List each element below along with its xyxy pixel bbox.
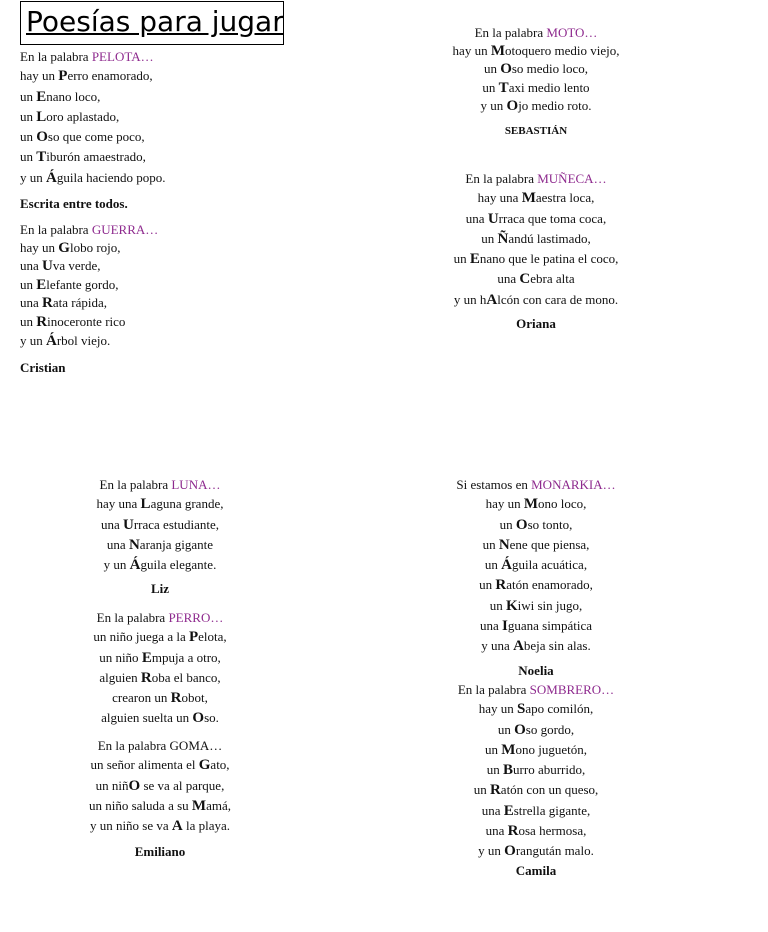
line-text: un señor alimenta el — [90, 757, 199, 773]
line-text: y un — [478, 843, 505, 859]
poem-author: Noelia — [518, 662, 554, 678]
keyword: PERRO… — [168, 610, 224, 625]
acrostic-letter: R — [495, 577, 507, 594]
intro-text: En la palabra — [465, 171, 534, 186]
poem-line — [20, 127, 260, 147]
acrostic-letter: O — [514, 721, 526, 738]
keyword: MONARKIA… — [531, 477, 616, 492]
acrostic-letter: N — [498, 536, 510, 553]
line-text: nano loco, — [46, 88, 101, 104]
keyword: SOMBRERO… — [529, 682, 615, 697]
line-text: una — [485, 823, 508, 839]
poem-line — [50, 816, 270, 836]
line-text: osa hermosa, — [518, 823, 587, 839]
line-text: hay una — [477, 190, 522, 206]
poem-intro — [426, 475, 646, 494]
line-text: apo comilón, — [525, 701, 594, 717]
acrostic-letter: U — [42, 258, 53, 275]
line-text: beja sin alas. — [523, 638, 591, 654]
line-text: rbol viejo. — [56, 332, 111, 348]
poem-line — [426, 535, 646, 555]
line-text: un — [497, 721, 515, 737]
line-text: una — [481, 802, 504, 818]
line-text: un — [473, 782, 490, 798]
poem-guerra — [20, 221, 260, 378]
poem-luna — [50, 475, 270, 599]
line-text: un niñ — [95, 777, 129, 793]
poem-author: Camila — [515, 862, 557, 878]
page-title: Poesías para jugar — [20, 1, 284, 45]
poem-line — [426, 209, 646, 229]
line-text: y un niño se va — [89, 818, 172, 834]
line-text: ono loco, — [538, 496, 587, 512]
poem-pelota — [20, 47, 260, 213]
poem-intro — [20, 47, 260, 66]
line-text: erro enamorado, — [67, 68, 153, 84]
line-text: alguien — [99, 669, 141, 685]
acrostic-letter: L — [140, 496, 151, 513]
poem-intro — [426, 169, 646, 188]
poem-intro — [426, 24, 646, 42]
acrostic-letter: U — [123, 516, 134, 533]
poem-line — [426, 616, 646, 636]
poem-line — [426, 841, 646, 861]
poem-author: Escrita entre todos. — [20, 196, 128, 212]
acrostic-letter: A — [486, 291, 498, 308]
line-text: un — [482, 79, 499, 95]
acrostic-letter: E — [36, 88, 47, 105]
line-text: atón enamorado, — [506, 577, 593, 593]
acrostic-letter: N — [128, 536, 140, 553]
poem-line — [426, 269, 646, 289]
poem-line — [50, 796, 270, 816]
line-text: oba el banco, — [151, 669, 221, 685]
acrostic-letter: R — [42, 295, 53, 312]
line-text: axi medio lento — [508, 79, 590, 95]
intro-text: En la palabra GOMA… — [97, 738, 223, 753]
line-text: un — [453, 251, 470, 267]
line-text: la playa. — [182, 818, 231, 834]
line-text: y un h — [453, 291, 487, 307]
poem-line — [426, 60, 646, 79]
acrostic-letter: R — [489, 782, 501, 799]
acrostic-letter: O — [192, 710, 205, 727]
line-text: va verde, — [52, 258, 101, 274]
line-text: un — [482, 536, 499, 552]
line-text: hay un — [478, 701, 518, 717]
poem-line — [50, 776, 270, 796]
poem-line — [50, 555, 270, 575]
line-text: una — [480, 618, 503, 634]
line-text: una — [497, 271, 520, 287]
poem-line — [20, 276, 260, 295]
intro-text: En la palabra — [20, 222, 89, 237]
acrostic-letter: Á — [129, 557, 141, 574]
line-text: una — [100, 516, 123, 532]
line-text: un — [489, 597, 506, 613]
poem-line — [50, 755, 270, 775]
acrostic-letter: T — [36, 149, 47, 166]
intro-text: Si estamos en — [456, 477, 528, 492]
poem-author: SEBASTIÁN — [504, 124, 568, 137]
line-text: un niño — [99, 649, 142, 665]
poem-line — [426, 636, 646, 656]
poem-author: Emiliano — [134, 844, 186, 860]
acrostic-letter: P — [188, 629, 199, 646]
line-text: andú lastimado, — [508, 230, 591, 246]
line-text: hay una — [96, 496, 141, 512]
poem-goma — [50, 736, 270, 861]
acrostic-letter: M — [521, 190, 536, 207]
line-text: lobo rojo, — [69, 239, 121, 255]
line-text: ata rápida, — [52, 295, 108, 311]
poem-line — [426, 801, 646, 821]
line-text: una — [106, 536, 129, 552]
line-text: un niño juega a la — [93, 629, 189, 645]
line-text: nano que le patina el coco, — [479, 251, 619, 267]
line-text: lefante gordo, — [46, 276, 119, 292]
line-text: un — [485, 741, 502, 757]
acrostic-letter: E — [36, 276, 47, 293]
acrostic-letter: M — [490, 42, 505, 59]
acrostic-letter: R — [140, 669, 152, 686]
keyword: PELOTA… — [91, 49, 154, 64]
acrostic-letter: A — [513, 638, 524, 655]
poem-line — [20, 313, 260, 332]
poem-line — [50, 668, 270, 688]
acrostic-letter: T — [498, 79, 509, 96]
line-text: una — [20, 258, 43, 274]
acrostic-letter: R — [36, 313, 48, 330]
line-text: so. — [204, 710, 219, 726]
acrostic-letter: O — [500, 61, 512, 78]
acrostic-letter: Á — [46, 169, 57, 186]
poem-line — [50, 648, 270, 668]
line-text: so gordo, — [525, 721, 575, 737]
line-text: urro aburrido, — [513, 762, 586, 778]
line-text: ene que piensa, — [509, 536, 590, 552]
line-text: hay un — [485, 496, 524, 512]
line-text: un niño saluda a su — [89, 797, 192, 813]
line-text: lcón con cara de mono. — [497, 291, 619, 307]
poem-line — [20, 332, 260, 351]
line-text: aestra loca, — [535, 190, 595, 206]
line-text: un — [20, 108, 37, 124]
acrostic-letter: A — [171, 818, 183, 835]
line-text: un — [484, 557, 502, 573]
poem-muneca — [426, 169, 646, 334]
acrostic-letter: P — [58, 68, 68, 85]
poem-line — [20, 87, 260, 107]
acrostic-letter: O — [36, 129, 48, 146]
line-text: elota, — [198, 629, 227, 645]
acrostic-letter: O — [515, 516, 528, 533]
poem-line — [20, 168, 260, 188]
poem-author: Oriana — [516, 316, 556, 332]
poem-line — [20, 257, 260, 276]
line-text: so medio loco, — [511, 61, 589, 77]
poem-sombrero — [426, 680, 646, 880]
acrostic-letter: E — [503, 802, 514, 819]
poem-line — [426, 79, 646, 98]
line-text: inoceronte rico — [47, 313, 126, 329]
line-text: guila haciendo popo. — [56, 169, 166, 185]
line-text: rraca que toma coca, — [498, 210, 607, 226]
line-text: se va al parque, — [140, 777, 225, 793]
line-text: y un — [20, 169, 46, 185]
poem-line — [50, 688, 270, 708]
line-text: strella gigante, — [513, 802, 591, 818]
line-text: un — [20, 149, 37, 165]
acrostic-letter: Á — [501, 557, 512, 574]
poem-line — [426, 740, 646, 760]
acrostic-letter: G — [58, 239, 70, 256]
acrostic-letter: O — [128, 777, 141, 794]
line-text: guila acuática, — [512, 557, 588, 573]
acrostic-letter: O — [506, 98, 519, 115]
poem-line — [50, 708, 270, 728]
poem-line — [426, 555, 646, 575]
line-text: obot, — [181, 690, 208, 706]
poem-line — [426, 821, 646, 841]
intro-text: En la palabra — [99, 477, 169, 492]
keyword: MUÑECA… — [537, 171, 607, 186]
acrostic-letter: Á — [46, 332, 57, 349]
line-text: un — [20, 88, 37, 104]
keyword: MOTO… — [546, 25, 598, 40]
line-text: un — [483, 61, 501, 77]
poem-line — [50, 535, 270, 555]
acrostic-letter: B — [503, 762, 514, 779]
poem-author: Cristian — [20, 360, 66, 376]
acrostic-letter: R — [507, 823, 519, 840]
poem-author: Liz — [150, 581, 170, 597]
line-text: aranja gigante — [139, 536, 214, 552]
acrostic-letter: U — [487, 210, 499, 227]
line-text: jo medio roto. — [518, 98, 592, 114]
poem-intro — [50, 608, 270, 627]
line-text: so tonto, — [527, 516, 573, 532]
poem-monarkia — [426, 475, 646, 681]
poem-line — [426, 596, 646, 616]
line-text: una — [20, 295, 43, 311]
line-text: amá, — [206, 797, 231, 813]
acrostic-letter: M — [191, 797, 207, 814]
poem-line — [426, 494, 646, 514]
poem-intro — [50, 736, 270, 755]
line-text: so que come poco, — [47, 129, 145, 145]
line-text: un — [20, 129, 37, 145]
poem-line — [426, 760, 646, 780]
acrostic-letter: O — [504, 843, 516, 860]
line-text: hay un — [20, 239, 59, 255]
line-text: una — [465, 210, 488, 226]
acrostic-letter: L — [36, 108, 47, 125]
line-text: iburón amaestrado, — [46, 149, 146, 165]
intro-text: En la palabra — [96, 610, 166, 625]
line-text: rraca estudiante, — [133, 516, 220, 532]
poem-line — [20, 147, 260, 167]
line-text: un — [499, 516, 516, 532]
poem-line — [50, 627, 270, 647]
poem-line — [50, 494, 270, 514]
acrostic-letter: S — [517, 701, 526, 718]
poem-intro — [50, 475, 270, 494]
line-text: rangután malo. — [515, 843, 594, 859]
acrostic-letter: I — [502, 618, 508, 635]
line-text: y un — [480, 98, 507, 114]
line-text: oro aplastado, — [46, 108, 120, 124]
line-text: guana simpática — [507, 618, 592, 634]
keyword: GUERRA… — [91, 222, 159, 237]
acrostic-letter: K — [505, 597, 518, 614]
intro-text: En la palabra — [457, 682, 527, 697]
poem-line — [20, 294, 260, 313]
line-text: y un — [103, 557, 130, 573]
line-text: un — [481, 230, 498, 246]
acrostic-letter: M — [501, 741, 516, 758]
poem-line — [426, 249, 646, 269]
line-text: un — [20, 313, 37, 329]
poem-perro — [50, 608, 270, 729]
acrostic-letter: E — [141, 649, 152, 666]
line-text: un — [479, 577, 496, 593]
poem-intro — [426, 680, 646, 699]
intro-text: En la palabra — [474, 25, 544, 40]
poem-line — [426, 188, 646, 208]
line-text: ebra alta — [530, 271, 575, 287]
line-text: ato, — [210, 757, 230, 773]
acrostic-letter: R — [170, 690, 182, 707]
line-text: otoquero medio viejo, — [505, 42, 620, 58]
line-text: y una — [481, 638, 514, 654]
line-text: aguna grande, — [150, 496, 224, 512]
poem-line — [426, 575, 646, 595]
line-text: alguien suelta un — [101, 710, 193, 726]
poem-line — [426, 699, 646, 719]
poem-line — [20, 107, 260, 127]
poem-line — [426, 97, 646, 116]
poem-line — [426, 229, 646, 249]
poem-moto — [426, 24, 646, 140]
intro-text: En la palabra — [20, 49, 89, 64]
acrostic-letter: G — [198, 757, 211, 774]
line-text: atón con un queso, — [500, 782, 599, 798]
poem-line — [426, 515, 646, 535]
acrostic-letter: M — [523, 496, 539, 513]
line-text: iwi sin jugo, — [517, 597, 583, 613]
line-text: un — [20, 276, 37, 292]
line-text: ono juguetón, — [515, 741, 587, 757]
poem-line — [426, 780, 646, 800]
keyword: LUNA… — [171, 477, 221, 492]
line-text: hay un — [20, 68, 59, 84]
poem-line — [426, 290, 646, 310]
line-text: guila elegante. — [140, 557, 217, 573]
acrostic-letter: E — [469, 251, 480, 268]
poem-line — [50, 515, 270, 535]
poem-line — [426, 720, 646, 740]
line-text: un — [486, 762, 504, 778]
acrostic-letter: Ñ — [497, 230, 509, 247]
poem-line — [20, 239, 260, 258]
poem-intro — [20, 221, 260, 239]
line-text: mpuja a otro, — [151, 649, 221, 665]
poem-line — [20, 66, 260, 86]
line-text: crearon un — [112, 690, 171, 706]
line-text: hay un — [452, 42, 491, 58]
acrostic-letter: C — [519, 271, 531, 288]
line-text: y un — [20, 332, 46, 348]
poem-line — [426, 42, 646, 61]
